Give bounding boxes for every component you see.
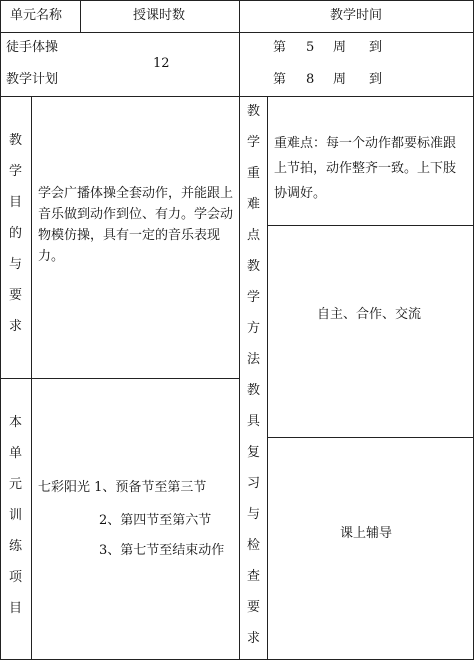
teaching-method-text: 自主、合作、交流 [317,307,422,322]
goals-label-char: 目 [8,195,22,210]
week-start-value: 5 [306,40,315,55]
right-label-char: 方 [246,321,260,336]
training-label-char: 练 [8,539,22,554]
week-end-value: 8 [306,72,315,87]
unit-name-line2: 教学计划 [6,72,59,87]
right-divider-1 [267,225,474,226]
goals-label-char: 的 [8,226,22,241]
section-divider-left [0,378,239,379]
goals-label-char: 学 [8,164,22,179]
right-label-col-divider [267,96,268,660]
right-label-char: 法 [246,352,260,367]
right-label-char: 习 [246,476,260,491]
right-label-char: 学 [246,290,260,305]
right-label-char: 求 [246,631,260,646]
training-label-char: 单 [8,446,22,461]
header-col-divider-1 [80,0,81,32]
teaching-time-header: 教学时间 [330,8,383,23]
unit-name-line1: 徒手体操 [6,40,59,55]
header-divider [0,32,474,33]
goals-label-char: 与 [8,257,22,272]
training-label [0,415,31,617]
info-row-divider [0,96,474,97]
right-label-char: 与 [246,507,260,522]
right-label-char: 教 [246,259,260,274]
right-label-char: 查 [246,569,260,584]
right-divider-2 [267,437,474,438]
right-label-char: 要 [246,600,260,615]
week-start-prefix: 第 [273,40,287,55]
label-col-divider [31,96,32,660]
right-label-char: 教 [246,383,260,398]
training-label-char: 项 [8,570,22,585]
training-label-char: 目 [8,601,22,616]
review-text: 课上辅导 [340,526,393,541]
goals-text: 学会广播体操全套动作，并能跟上音乐做到动作到位、有力。学会动物模仿操，具有一定的音乐表现力。 [38,186,234,264]
right-label-char: 重 [246,166,260,181]
table-border-top [0,0,474,1]
right-label-char: 点 [246,228,260,243]
week-end-prefix: 第 [273,72,287,87]
right-section-labels [240,104,267,647]
training-item: 七彩阳光 1、预备节至第三节 [38,480,207,495]
right-label-char: 检 [246,538,260,553]
training-label-char: 本 [8,415,22,430]
week-end-unit: 周 [333,72,347,87]
teaching-hours-value: 12 [153,56,170,71]
training-item: 3、第七节至结束动作 [99,543,225,558]
teaching-hours-header: 授课时数 [133,8,186,23]
right-label-char: 难 [246,197,260,212]
goals-label [0,133,31,335]
week-start-unit: 周 [333,40,347,55]
right-label-char: 教 [246,104,260,119]
training-label-char: 元 [8,477,22,492]
goals-label-char: 教 [8,133,22,148]
goals-label-char: 求 [8,319,22,334]
unit-name-header: 单元名称 [10,8,63,23]
right-label-char: 复 [246,445,260,460]
week-start-suffix: 到 [369,40,383,55]
right-label-char: 学 [246,135,260,150]
week-end-suffix: 到 [369,72,383,87]
key-points-text: 重难点：每一个动作都要标准跟上节拍，动作整齐一致。上下肢协调好。 [274,136,457,201]
goals-label-char: 要 [8,288,22,303]
training-label-char: 训 [8,508,22,523]
training-item: 2、第四节至第六节 [99,513,212,528]
right-label-char: 具 [246,414,260,429]
